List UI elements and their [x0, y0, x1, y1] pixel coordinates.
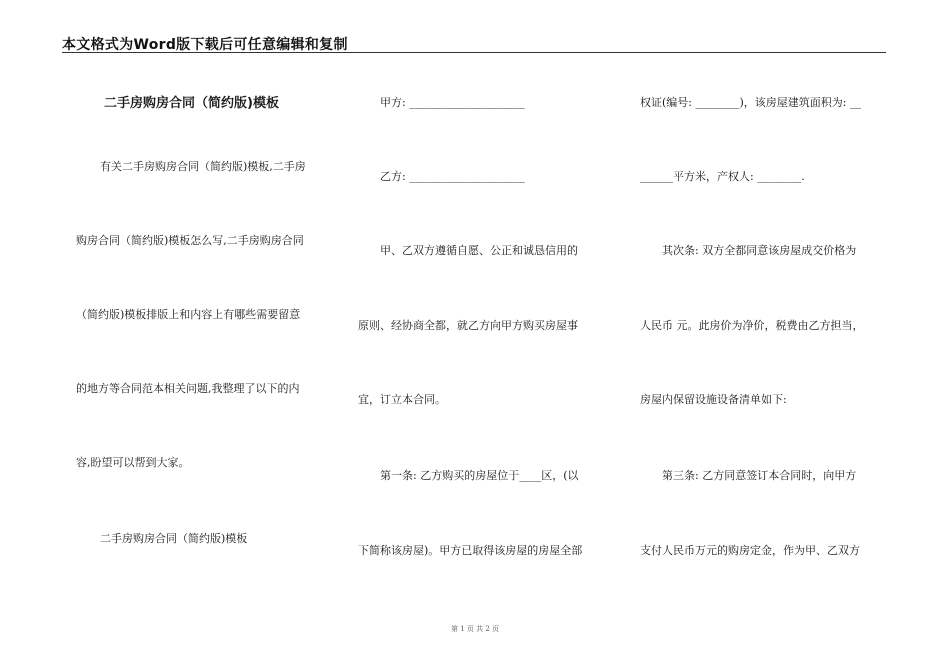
text-line: 下简称该房屋)。甲方已取得该房屋的房屋全部	[358, 544, 583, 557]
text-line: 的地方等合同范本相关问题,我整理了以下的内	[76, 382, 300, 395]
header-divider	[62, 52, 886, 53]
text-line: 购房合同（简约版)模板怎么写,二手房购房合同	[76, 234, 304, 247]
text-line: 人民币 元。此房价为净价，税费由乙方担当，	[640, 319, 864, 332]
text-line: 第一条: 乙方购买的房屋位于____区，(以	[358, 469, 579, 482]
text-line: 原则、经协商全都，就乙方向甲方购买房屋事	[358, 319, 578, 332]
text-line: ______平方米，产权人: ________.	[640, 170, 805, 183]
text-line: 甲方: _____________________	[358, 96, 525, 109]
document-title: 二手房购房合同（简约版)模板	[78, 96, 279, 111]
text-line: 房屋内保留设施设备清单如下:	[640, 393, 787, 406]
page-number: 第 1 页 共 2 页	[450, 625, 500, 633]
text-line: 容,盼望可以帮到大家。	[76, 456, 190, 469]
text-line: 甲、乙双方遵循自愿、公正和诚恳信用的	[358, 244, 578, 257]
document-banner: 本文格式为Word版下载后可任意编辑和复制	[62, 37, 348, 53]
text-line: 其次条: 双方全都同意该房屋成交价格为	[640, 244, 857, 257]
text-line: （简约版)模板排版上和内容上有哪些需要留意	[76, 308, 301, 321]
text-line: 第三条: 乙方同意签订本合同时，向甲方	[640, 469, 857, 482]
text-line: 支付人民币万元的购房定金，作为甲、乙双方	[640, 544, 860, 557]
text-line: 有关二手房购房合同（简约版)模板,二手房	[78, 160, 306, 173]
text-line: 乙方: _____________________	[358, 170, 525, 183]
section-heading: 二手房购房合同（简约版)模板	[78, 532, 248, 545]
text-line: 宜，订立本合同。	[358, 393, 446, 406]
text-line: 权证(编号: ________)，该房屋建筑面积为: __	[640, 96, 861, 109]
